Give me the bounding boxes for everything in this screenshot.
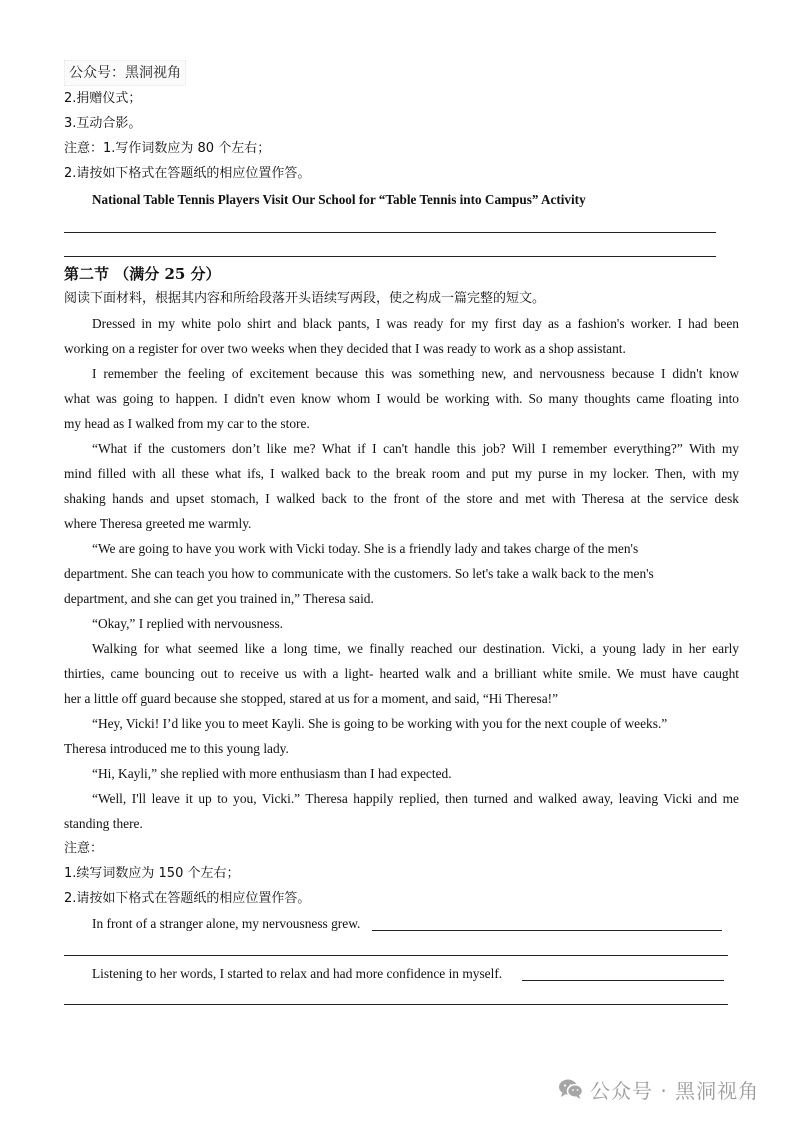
answer-line bbox=[522, 980, 724, 981]
continuation-note: 1.续写词数应为 150 个左右； bbox=[64, 866, 240, 881]
passage-line: working on a register for over two weeks when they decided that I was ready to work as a shop assistant. bbox=[64, 341, 626, 356]
passage-line: “Well, I'll leave it up to you, Vicki.” Theresa happily replied, then turned and walked away, leaving Vicki and me bbox=[92, 791, 739, 806]
continuation-note: 2.请按如下格式在答题纸的相应位置作答。 bbox=[64, 891, 311, 906]
passage bbox=[64, 311, 739, 836]
paragraph-prompt-1: In front of a stranger alone, my nervousness grew. bbox=[92, 916, 361, 931]
continuation-note: 注意： bbox=[64, 841, 104, 856]
passage-line: where Theresa greeted me warmly. bbox=[64, 516, 252, 531]
answer-line bbox=[64, 232, 716, 233]
writing-item-2: 2.捐赠仪式； bbox=[64, 91, 142, 106]
passage-line: “Hey, Vicki! I’d like you to meet Kayli. She is going to be working with you for the next couple of weeks.” bbox=[92, 716, 668, 731]
watermark-top: 公众号：黑洞视角 bbox=[64, 60, 186, 86]
section-instruction: 阅读下面材料，根据其内容和所给段落开头语续写两段，使之构成一篇完整的短文。 bbox=[64, 291, 546, 306]
answer-line bbox=[372, 930, 722, 931]
passage-line: standing there. bbox=[64, 816, 143, 831]
passage-line: shaking hands and upset stomach, I walked back to the front of the store and met with Theresa at the service desk bbox=[64, 491, 739, 506]
passage-line: department, and she can get you trained in,” Theresa said. bbox=[64, 591, 374, 606]
wechat-watermark bbox=[558, 1074, 759, 1104]
essay-title: National Table Tennis Players Visit Our School for “Table Tennis into Campus” Activity bbox=[92, 192, 586, 207]
passage-line: “We are going to have you work with Vicki today. She is a friendly lady and takes charge of the men's bbox=[92, 541, 639, 556]
passage-line: what was going to happen. I didn't even know whom I would be working with. So many thoughts came floating into bbox=[64, 391, 739, 406]
passage-line: “Okay,” I replied with nervousness. bbox=[92, 616, 284, 631]
writing-note-2: 2.请按如下格式在答题纸的相应位置作答。 bbox=[64, 166, 311, 181]
wechat-icon bbox=[558, 1078, 584, 1100]
paragraph-prompt-2: Listening to her words, I started to relax and had more confidence in myself. bbox=[92, 966, 503, 981]
answer-line bbox=[64, 955, 728, 956]
passage-line: Theresa introduced me to this young lady. bbox=[64, 741, 289, 756]
passage-line: department. She can teach you how to communicate with the customers. So let's take a walk back to the men's bbox=[64, 566, 654, 581]
passage-line: mind filled with all these what ifs, I walked back to the break room and put my purse in my locker. Then, with my bbox=[64, 466, 739, 481]
section-heading: 第二节 （满分 25 分） bbox=[64, 265, 221, 283]
writing-note-1: 注意：1.写作词数应为 80 个左右； bbox=[64, 141, 271, 156]
writing-item-3: 3.互动合影。 bbox=[64, 116, 142, 131]
answer-line bbox=[64, 1004, 728, 1005]
passage-line: Walking for what seemed like a long time, we finally reached our destination. Vicki, a young lady in her early bbox=[92, 641, 739, 656]
passage-line: her a little off guard because she stopped, stared at us for a moment, and said, “Hi Theresa!” bbox=[64, 691, 559, 706]
passage-line: Dressed in my white polo shirt and black pants, I was ready for my first day as a fashion's worker. I had been bbox=[92, 316, 739, 331]
answer-line bbox=[64, 256, 716, 257]
wechat-watermark-text: 公众号 · 黑洞视角 bbox=[590, 1078, 760, 1103]
passage-line: I remember the feeling of excitement because this was something new, and nervousness because I didn't know bbox=[92, 366, 739, 381]
passage-line: thirties, came bouncing out to receive us with a light- hearted walk and a brilliant white smile. We must have caught bbox=[64, 666, 739, 681]
passage-line: my head as I walked from my car to the store. bbox=[64, 416, 310, 431]
passage-line: “Hi, Kayli,” she replied with more enthusiasm than I had expected. bbox=[92, 766, 452, 781]
passage-line: “What if the customers don’t like me? What if I can't handle this job? Will I remember everything?” With my bbox=[92, 441, 739, 456]
